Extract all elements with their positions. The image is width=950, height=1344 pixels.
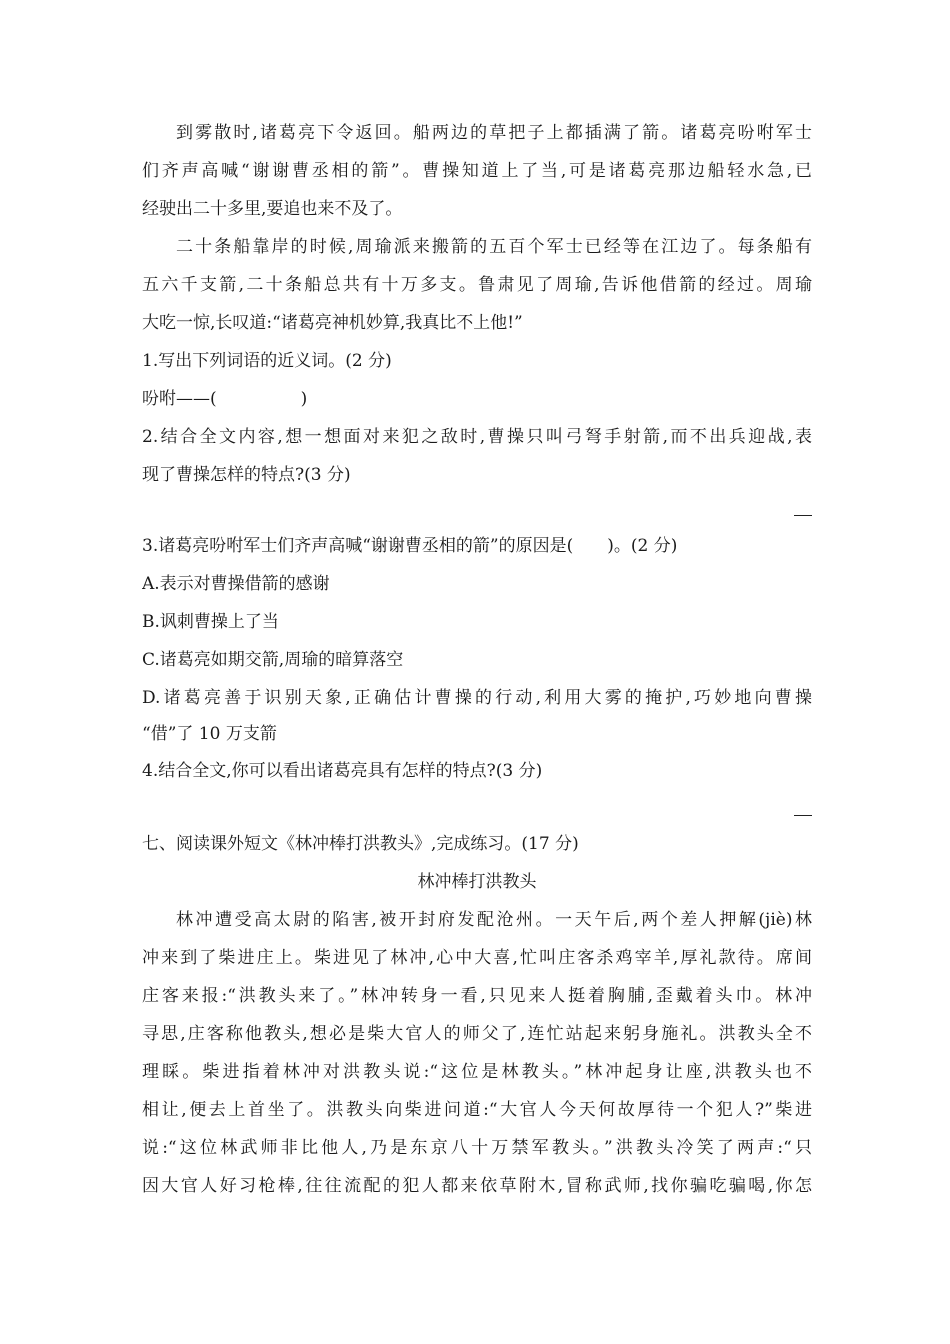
passage-line: 们齐声高喊“谢谢曹丞相的箭”。曹操知道上了当,可是诸葛亮那边船轻水急,已 <box>142 161 812 181</box>
passage-line: 大吃一惊,长叹道:“诸葛亮神机妙算,我真比不上他!” <box>142 313 523 333</box>
passage-line: 二十条船靠岸的时候,周瑜派来搬箭的五百个军士已经等在江边了。每条船有 <box>176 237 812 257</box>
passage-line: 相让,便去上首坐了。洪教头向柴进问道:“大官人今天何故厚待一个犯人?”柴进 <box>142 1100 812 1120</box>
section-heading: 七、阅读课外短文《林冲棒打洪教头》,完成练习。(17 分) <box>142 834 579 854</box>
passage-title: 林冲棒打洪教头 <box>417 872 537 892</box>
option-c[interactable]: C.诸葛亮如期交箭,周瑜的暗算落空 <box>142 650 404 670</box>
passage-line: 说:“这位林武师非比他人,乃是东京八十万禁军教头。”洪教头冷笑了两声:“只 <box>142 1138 812 1158</box>
passage-line: 林冲遭受高太尉的陷害,被开封府发配沧州。一天午后,两个差人押解(jiè)林 <box>176 910 812 930</box>
option-d[interactable]: D.诸葛亮善于识别天象,正确估计曹操的行动,利用大雾的掩护,巧妙地向曹操 <box>142 688 812 708</box>
option-a[interactable]: A.表示对曹操借箭的感谢 <box>142 574 330 594</box>
question-3 <box>142 535 812 557</box>
question-4: 4.结合全文,你可以看出诸葛亮具有怎样的特点?(3 分) <box>142 761 543 781</box>
passage-line: 五六千支箭,二十条船总共有十万多支。鲁肃见了周瑜,告诉他借箭的经过。周瑜 <box>142 275 812 295</box>
question-1-item-close: ) <box>300 389 308 409</box>
question-3-score: )。(2 分) <box>607 536 678 556</box>
question-1-item <box>142 388 812 410</box>
passage-line: 寻思,庄客称他教头,想必是柴大官人的师父了,连忙站起来躬身施礼。洪教头全不 <box>142 1024 812 1044</box>
passage-line: 因大官人好习枪棒,往往流配的犯人都来依草附木,冒称武师,找你骗吃骗喝,你怎 <box>142 1176 812 1196</box>
question-3-text: 3.诸葛亮吩咐军士们齐声高喊“谢谢曹丞相的箭”的原因是( <box>142 536 574 556</box>
option-b[interactable]: B.讽刺曹操上了当 <box>142 612 279 632</box>
passage-line: 冲来到了柴进庄上。柴进见了林冲,心中大喜,忙叫庄客杀鸡宰羊,厚礼款待。席间 <box>142 948 812 968</box>
answer-line[interactable] <box>794 815 812 816</box>
question-1: 1.写出下列词语的近义词。(2 分) <box>142 351 392 371</box>
passage-line: 理睬。柴进指着林冲对洪教头说:“这位是林教头。”林冲起身让座,洪教头也不 <box>142 1062 812 1082</box>
passage-line: 到雾散时,诸葛亮下令返回。船两边的草把子上都插满了箭。诸葛亮吩咐军士 <box>176 123 812 143</box>
passage-line: 庄客来报:“洪教头来了。”林冲转身一看,只见来人挺着胸脯,歪戴着头巾。林冲 <box>142 986 812 1006</box>
question-1-item-text: 吩咐——( <box>142 389 217 409</box>
answer-line[interactable] <box>794 515 812 516</box>
question-2: 2.结合全文内容,想一想面对来犯之敌时,曹操只叫弓弩手射箭,而不出兵迎战,表 <box>142 427 812 447</box>
option-d-cont: “借”了 10 万支箭 <box>142 724 277 744</box>
question-2-cont: 现了曹操怎样的特点?(3 分) <box>142 465 351 485</box>
passage-line: 经驶出二十多里,要追也来不及了。 <box>142 199 403 219</box>
